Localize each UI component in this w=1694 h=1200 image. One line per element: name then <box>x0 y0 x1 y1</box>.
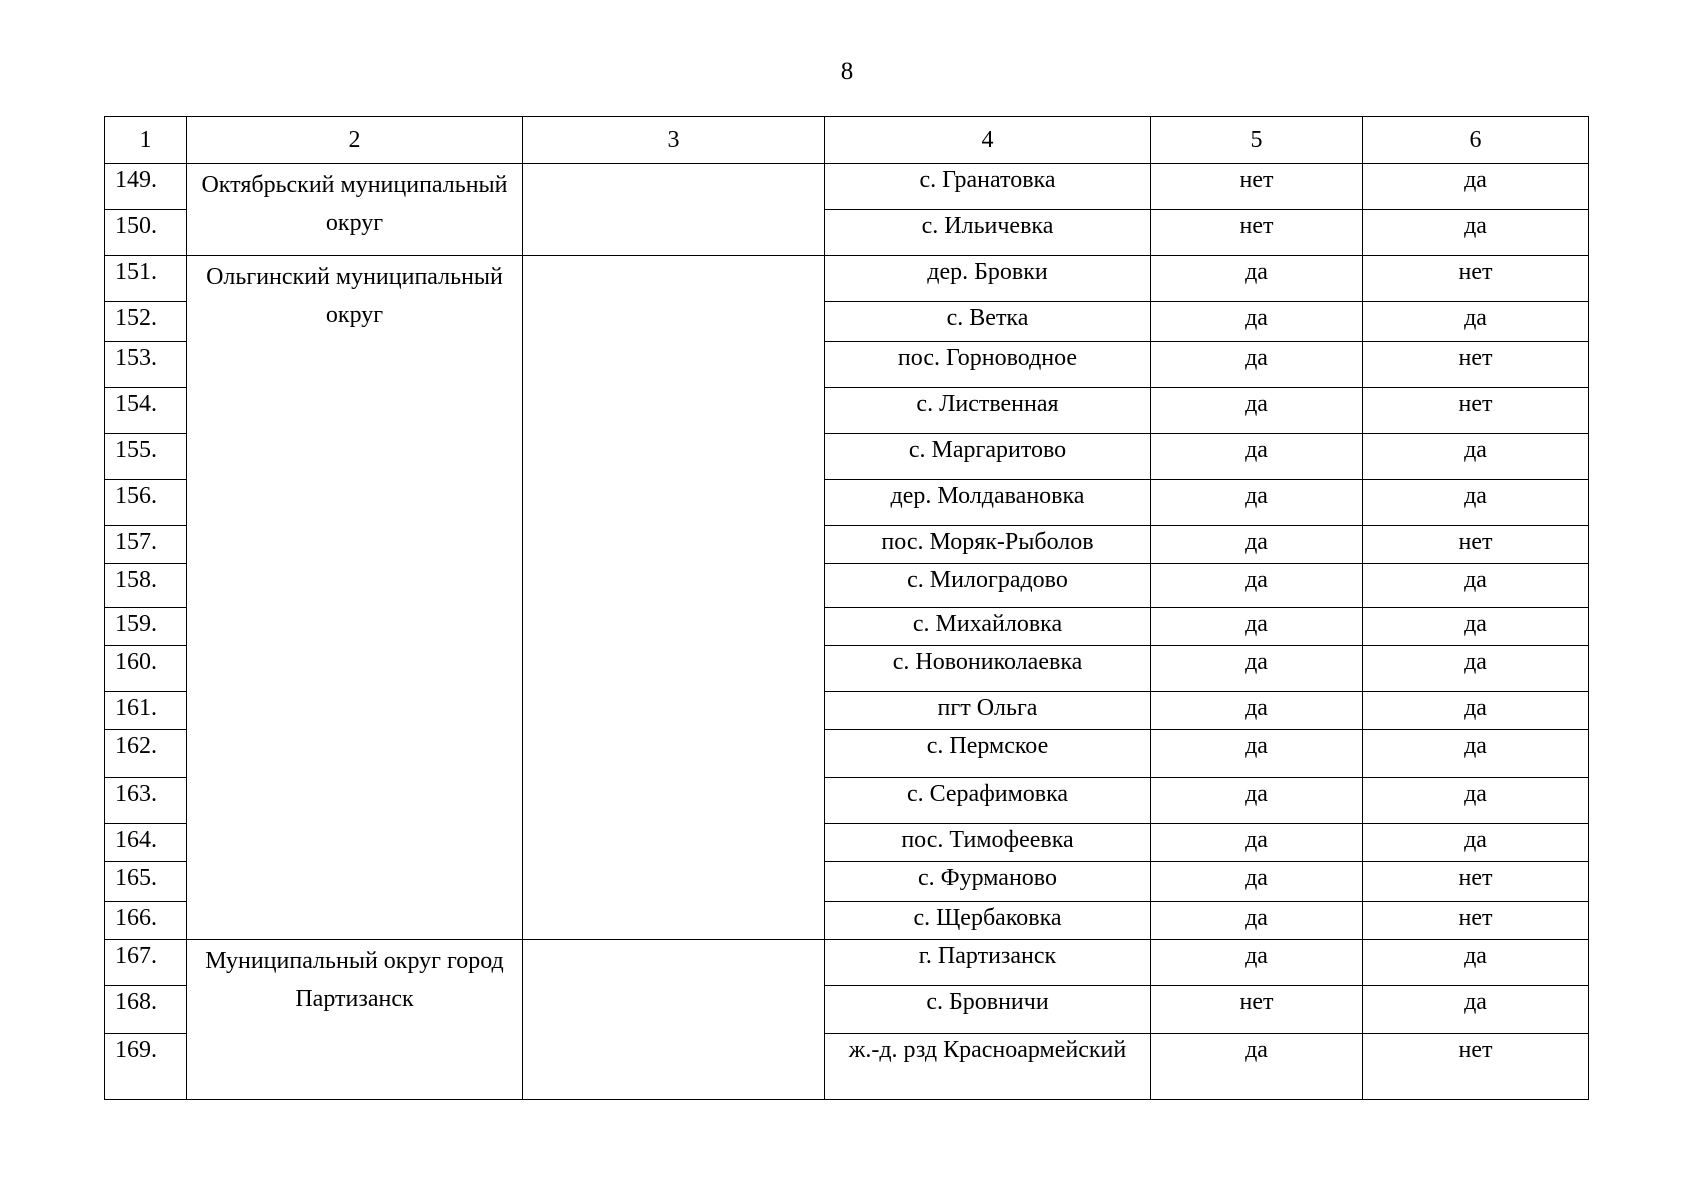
column-6-value: да <box>1363 824 1589 862</box>
column-5-value: да <box>1151 342 1363 388</box>
column-5-value: да <box>1151 608 1363 646</box>
column-5-value: да <box>1151 388 1363 434</box>
row-number: 166. <box>105 902 187 940</box>
settlement-name: пгт Ольга <box>825 692 1151 730</box>
column-6-value: нет <box>1363 1034 1589 1100</box>
row-number: 149. <box>105 164 187 210</box>
row-number: 156. <box>105 480 187 526</box>
row-number: 160. <box>105 646 187 692</box>
column-header-3: 3 <box>523 117 825 164</box>
table-body <box>105 164 1589 1100</box>
page-number: 8 <box>840 58 854 85</box>
column-5-value: нет <box>1151 210 1363 256</box>
column-5-value: да <box>1151 256 1363 302</box>
column-6-value: да <box>1363 210 1589 256</box>
column-6-value: да <box>1363 608 1589 646</box>
row-number: 158. <box>105 564 187 608</box>
column-6-value: да <box>1363 692 1589 730</box>
settlement-name: с. Михайловка <box>825 608 1151 646</box>
column-header-1: 1 <box>105 117 187 164</box>
column-5-value: да <box>1151 824 1363 862</box>
row-number: 169. <box>105 1034 187 1100</box>
row-number: 151. <box>105 256 187 302</box>
settlement-name: ж.-д. рзд Красноармейский <box>825 1034 1151 1100</box>
settlement-name: с. Лиственная <box>825 388 1151 434</box>
column-6-value: да <box>1363 302 1589 342</box>
column-5-value: да <box>1151 692 1363 730</box>
column-5-value: да <box>1151 940 1363 986</box>
settlement-name: с. Пермское <box>825 730 1151 778</box>
column-6-value: нет <box>1363 902 1589 940</box>
column-6-value: да <box>1363 730 1589 778</box>
settlement-name: дер. Бровки <box>825 256 1151 302</box>
column-header-5: 5 <box>1151 117 1363 164</box>
settlement-name: с. Серафимовка <box>825 778 1151 824</box>
settlements-table <box>104 116 1589 1100</box>
table-row <box>105 164 1589 210</box>
column-6-value: да <box>1363 480 1589 526</box>
row-number: 153. <box>105 342 187 388</box>
settlement-name: г. Партизанск <box>825 940 1151 986</box>
settlement-name: с. Бровничи <box>825 986 1151 1034</box>
row-number: 157. <box>105 526 187 564</box>
row-number: 155. <box>105 434 187 480</box>
settlement-name: с. Ильичевка <box>825 210 1151 256</box>
row-number: 162. <box>105 730 187 778</box>
column-3-cell <box>523 256 825 940</box>
row-number: 152. <box>105 302 187 342</box>
column-6-value: да <box>1363 646 1589 692</box>
settlement-name: пос. Моряк-Рыболов <box>825 526 1151 564</box>
row-number: 163. <box>105 778 187 824</box>
column-6-value: нет <box>1363 526 1589 564</box>
column-6-value: да <box>1363 778 1589 824</box>
row-number: 159. <box>105 608 187 646</box>
row-number: 161. <box>105 692 187 730</box>
column-3-cell <box>523 164 825 256</box>
row-number: 168. <box>105 986 187 1034</box>
settlement-name: с. Гранатовка <box>825 164 1151 210</box>
settlement-name: с. Ветка <box>825 302 1151 342</box>
row-number: 165. <box>105 862 187 902</box>
column-3-cell <box>523 940 825 1100</box>
column-header-4: 4 <box>825 117 1151 164</box>
column-6-value: нет <box>1363 342 1589 388</box>
column-header-6: 6 <box>1363 117 1589 164</box>
column-5-value: да <box>1151 434 1363 480</box>
table-row <box>105 940 1589 986</box>
column-5-value: да <box>1151 302 1363 342</box>
column-5-value: нет <box>1151 164 1363 210</box>
column-6-value: да <box>1363 434 1589 480</box>
settlement-name: с. Новониколаевка <box>825 646 1151 692</box>
table-header-row <box>105 117 1589 164</box>
row-number: 164. <box>105 824 187 862</box>
column-5-value: да <box>1151 526 1363 564</box>
column-5-value: да <box>1151 778 1363 824</box>
column-5-value: да <box>1151 564 1363 608</box>
column-header-2: 2 <box>187 117 523 164</box>
district-name: Муниципальный округ город Партизанск <box>187 940 523 1100</box>
column-5-value: нет <box>1151 986 1363 1034</box>
column-5-value: да <box>1151 480 1363 526</box>
settlement-name: дер. Молдавановка <box>825 480 1151 526</box>
column-6-value: да <box>1363 164 1589 210</box>
column-6-value: нет <box>1363 256 1589 302</box>
column-5-value: да <box>1151 646 1363 692</box>
district-name: Октябрьский муниципальный округ <box>187 164 523 256</box>
row-number: 150. <box>105 210 187 256</box>
settlement-name: пос. Тимофеевка <box>825 824 1151 862</box>
column-5-value: да <box>1151 1034 1363 1100</box>
settlement-name: с. Фурманово <box>825 862 1151 902</box>
settlement-name: пос. Горноводное <box>825 342 1151 388</box>
row-number: 167. <box>105 940 187 986</box>
column-5-value: да <box>1151 730 1363 778</box>
column-6-value: да <box>1363 940 1589 986</box>
column-6-value: нет <box>1363 862 1589 902</box>
settlement-name: с. Милоградово <box>825 564 1151 608</box>
row-number: 154. <box>105 388 187 434</box>
settlement-name: с. Щербаковка <box>825 902 1151 940</box>
column-5-value: да <box>1151 862 1363 902</box>
column-6-value: нет <box>1363 388 1589 434</box>
settlement-name: с. Маргаритово <box>825 434 1151 480</box>
column-6-value: да <box>1363 986 1589 1034</box>
column-6-value: да <box>1363 564 1589 608</box>
table-row <box>105 256 1589 302</box>
column-5-value: да <box>1151 902 1363 940</box>
district-name: Ольгинский муниципальный округ <box>187 256 523 940</box>
